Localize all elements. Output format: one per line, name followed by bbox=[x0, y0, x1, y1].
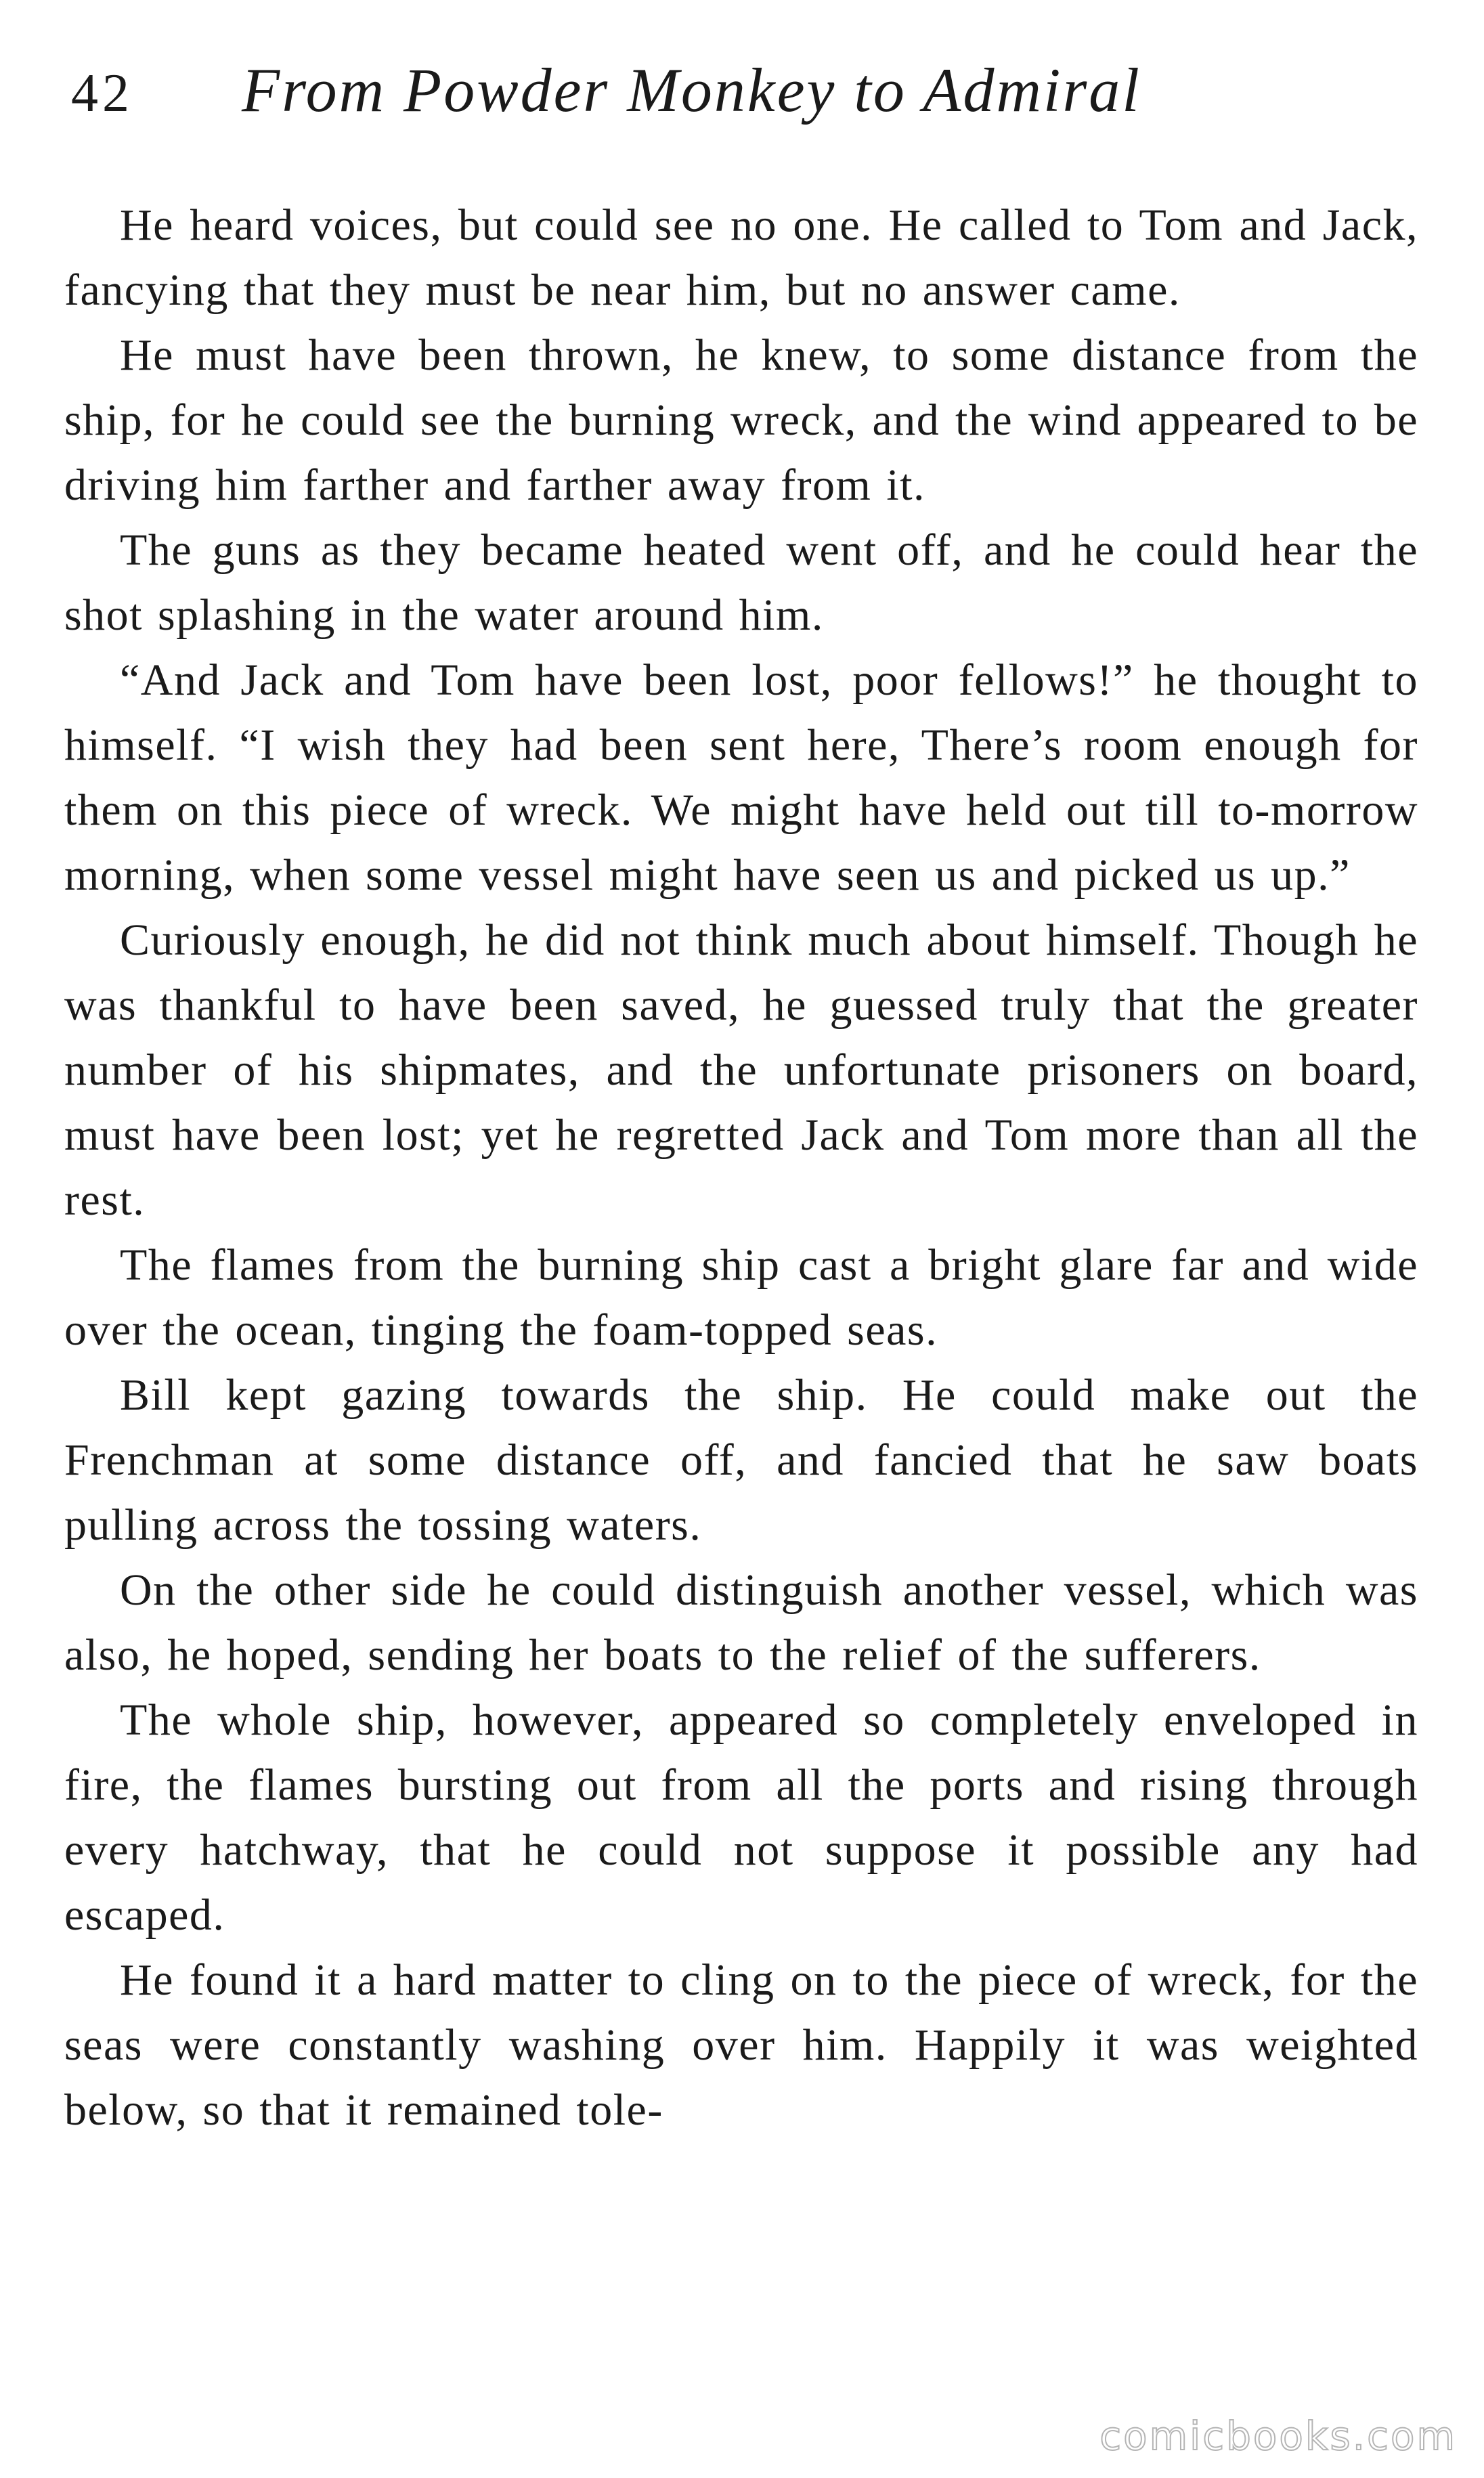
paragraph: He found it a hard matter to cling on to the piece of wreck, for the seas were constantly washing over him. Happily it was weighted below, so that it remained tole- bbox=[64, 1955, 1418, 2135]
paragraph: The guns as they became heated went off, and he could hear the shot splashing in the water around him. bbox=[64, 525, 1418, 640]
paragraph: He heard voices, but could see no one. He called to Tom and Jack, fancying that they must be near him, but no answer came. bbox=[64, 200, 1418, 315]
paragraph: The whole ship, however, appeared so completely enveloped in fire, the flames bursting out from all the ports and rising through every hatchway, that he could not suppose it possible any had escaped. bbox=[64, 1695, 1418, 1940]
paragraph: Bill kept gazing towards the ship. He could make out the Frenchman at some distance off, and fancied that he saw boats pulling across the tossing waters. bbox=[64, 1370, 1418, 1550]
site-watermark: comicbooks.com bbox=[1099, 2413, 1457, 2459]
paragraph: The flames from the burning ship cast a bright glare far and wide over the ocean, tinging the foam-topped seas. bbox=[64, 1240, 1418, 1355]
body-text bbox=[64, 193, 1418, 2143]
page-number: 42 bbox=[71, 64, 133, 123]
paragraph: On the other side he could distinguish another vessel, which was also, he hoped, sending her boats to the relief of the sufferers. bbox=[64, 1565, 1418, 1680]
paragraph: He must have been thrown, he knew, to some distance from the ship, for he could see the burning wreck, and the wind appeared to be driving him farther and farther away from it. bbox=[64, 330, 1418, 510]
paragraph: “And Jack and Tom have been lost, poor fellows!” he thought to himself. “I wish they had been sent here, There’s room enough for them on this piece of wreck. We might have held out till to-morrow morning, when some vessel might have seen us and picked us up.” bbox=[64, 655, 1418, 900]
page-header bbox=[71, 54, 1425, 156]
paragraph: Curiously enough, he did not think much about himself. Though he was thankful to have been saved, he guessed truly that the greater number of his shipmates, and the unfortunate prisoners on board, must have been lost; yet he regretted Jack and Tom more than all the rest. bbox=[64, 915, 1418, 1225]
running-title: From Powder Monkey to Admiral bbox=[242, 56, 1141, 125]
